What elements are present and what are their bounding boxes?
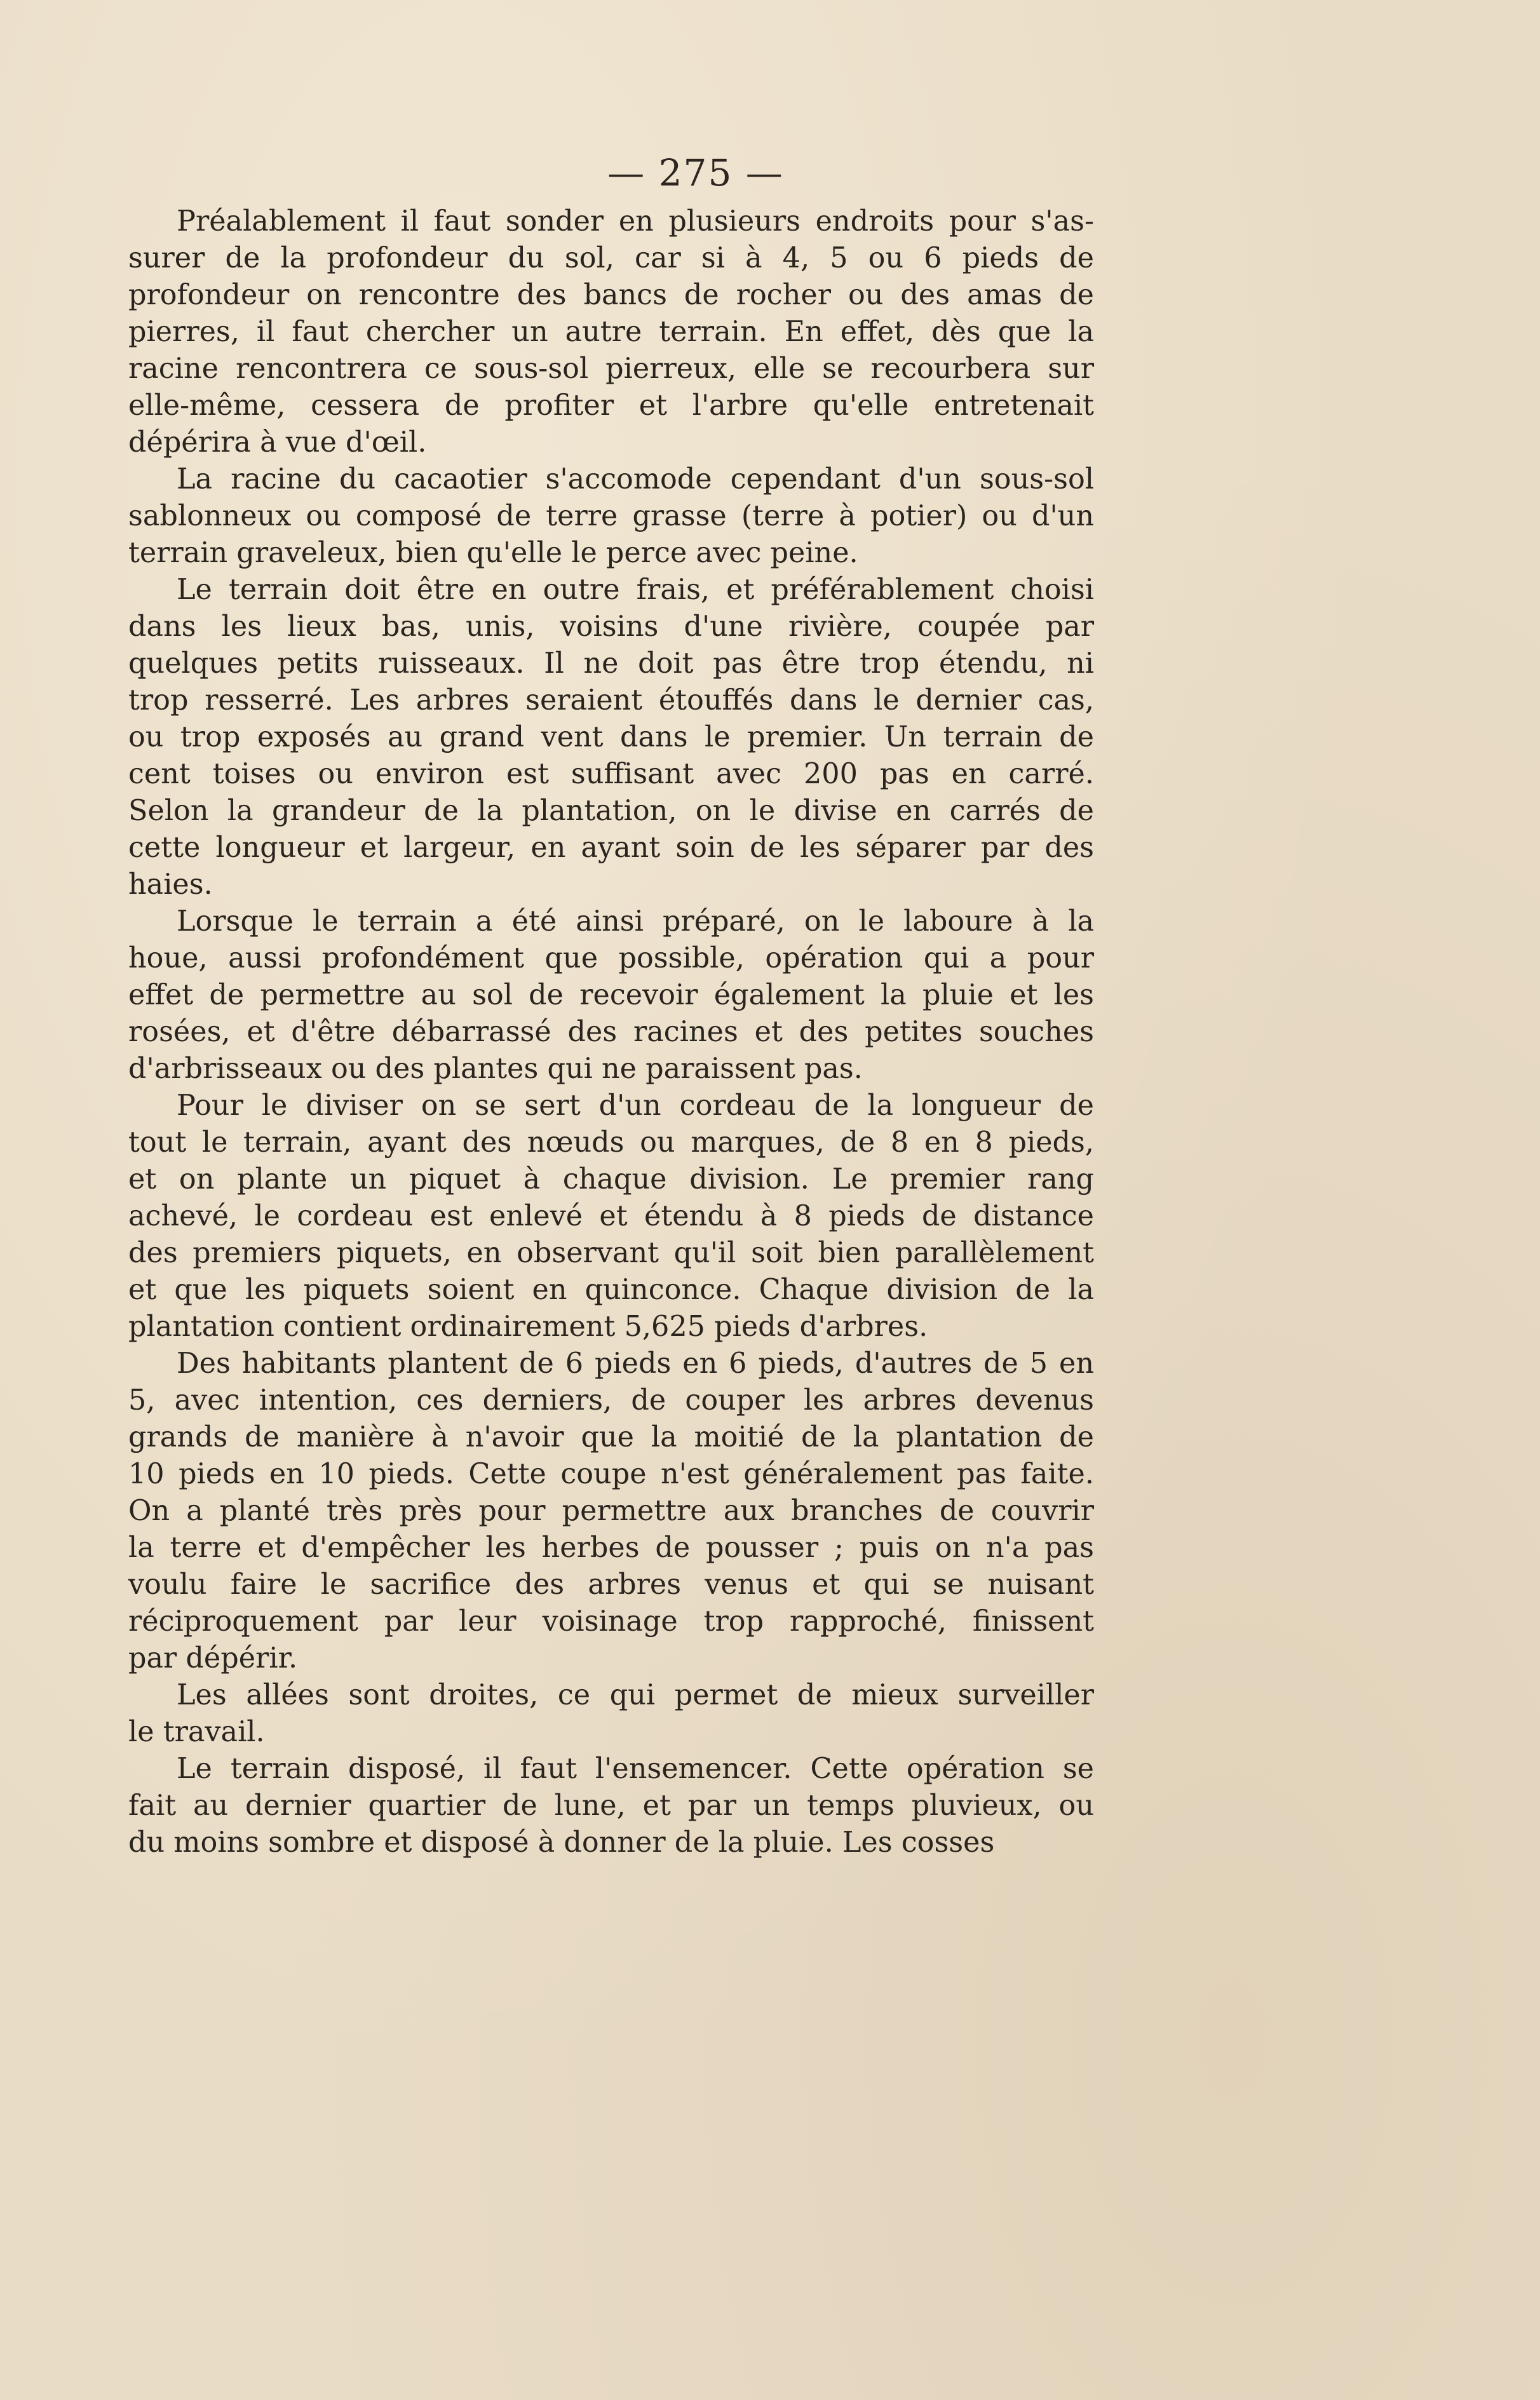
paragraph <box>128 572 1094 903</box>
text-line: 5, avec intention, ces derniers, de couper les arbres devenus <box>128 1384 1094 1417</box>
text-line: fait au dernier quartier de lune, et par un temps pluvieux, ou <box>128 1790 1094 1822</box>
body-text <box>128 203 1094 1861</box>
text-line: par dépérir. <box>128 1642 298 1675</box>
text-line: Des habitants plantent de 6 pieds en 6 pieds, d'autres de 5 en <box>177 1347 1094 1380</box>
paragraph <box>128 1751 1094 1861</box>
text-line: sablonneux ou composé de terre grasse (terre à potier) ou d'un <box>128 500 1094 532</box>
text-line: ou trop exposés au grand vent dans le premier. Un terrain de <box>128 721 1094 753</box>
text-line: d'arbrisseaux ou des plantes qui ne paraissent pas. <box>128 1053 863 1085</box>
text-line: quelques petits ruisseaux. Il ne doit pas être trop étendu, ni <box>128 647 1094 680</box>
text-line: tout le terrain, ayant des nœuds ou marques, de 8 en 8 pieds, <box>128 1126 1094 1159</box>
text-line: et on plante un piquet à chaque division. Le premier rang <box>128 1163 1094 1196</box>
text-line: Le terrain doit être en outre frais, et préférablement choisi <box>177 574 1094 606</box>
text-line: dépérira à vue d'œil. <box>128 426 427 459</box>
text-line: surer de la profondeur du sol, car si à 4, 5 ou 6 pieds de <box>128 242 1094 274</box>
text-line: rosées, et d'être débarrassé des racines et des petites souches <box>128 1016 1094 1048</box>
text-line: Pour le diviser on se sert d'un cordeau de la longueur de <box>177 1089 1094 1122</box>
paragraph <box>128 903 1094 1088</box>
text-line: trop resserré. Les arbres seraient étouffés dans le dernier cas, <box>128 684 1094 717</box>
text-line: voulu faire le sacrifice des arbres venus et qui se nuisant <box>128 1568 1094 1601</box>
text-line: profondeur on rencontre des bancs de rocher ou des amas de <box>128 279 1094 311</box>
paragraph <box>128 461 1094 572</box>
page-number: — 275 — <box>607 151 784 194</box>
text-line: On a planté très près pour permettre aux branches de couvrir <box>128 1495 1094 1527</box>
text-line: haies. <box>128 868 213 901</box>
text-line: racine rencontrera ce sous-sol pierreux, elle se recourbera sur <box>128 353 1094 385</box>
text-line: cent toises ou environ est suffisant avec 200 pas en carré. <box>128 758 1094 790</box>
text-line: 10 pieds en 10 pieds. Cette coupe n'est généralement pas faite. <box>128 1458 1094 1490</box>
text-line: terrain graveleux, bien qu'elle le perce avec peine. <box>128 537 858 569</box>
paragraph <box>128 1345 1094 1677</box>
text-line: plantation contient ordinairement 5,625 pieds d'arbres. <box>128 1311 928 1343</box>
text-line: Les allées sont droites, ce qui permet de mieux surveiller <box>177 1679 1094 1711</box>
text-line: cette longueur et largeur, en ayant soin de les séparer par des <box>128 832 1094 864</box>
paragraph <box>128 1677 1094 1751</box>
paragraph <box>128 203 1094 461</box>
text-line: dans les lieux bas, unis, voisins d'une rivière, coupée par <box>128 610 1094 643</box>
text-line: la terre et d'empêcher les herbes de pousser ; puis on n'a pas <box>128 1532 1094 1564</box>
text-line: Selon la grandeur de la plantation, on le divise en carrés de <box>128 795 1094 827</box>
text-line: du moins sombre et disposé à donner de la pluie. Les cosses <box>128 1826 995 1859</box>
text-line: des premiers piquets, en observant qu'il soit bien parallèlement <box>128 1237 1094 1269</box>
paragraph <box>128 1088 1094 1345</box>
text-line: Le terrain disposé, il faut l'ensemencer. Cette opération se <box>177 1753 1094 1785</box>
text-line: Préalablement il faut sonder en plusieurs endroits pour s'as- <box>177 205 1094 238</box>
text-line: pierres, il faut chercher un autre terrain. En effet, dès que la <box>128 316 1094 348</box>
text-line: effet de permettre au sol de recevoir également la pluie et les <box>128 979 1094 1011</box>
text-line: réciproquement par leur voisinage trop rapproché, finissent <box>128 1605 1094 1638</box>
text-line: grands de manière à n'avoir que la moitié de la plantation de <box>128 1421 1094 1453</box>
text-line: le travail. <box>128 1716 265 1748</box>
text-line: achevé, le cordeau est enlevé et étendu à 8 pieds de distance <box>128 1200 1094 1232</box>
text-line: Lorsque le terrain a été ainsi préparé, on le laboure à la <box>177 905 1094 938</box>
text-line: houe, aussi profondément que possible, opération qui a pour <box>128 942 1094 974</box>
text-line: La racine du cacaotier s'accomode cependant d'un sous-sol <box>177 463 1094 496</box>
text-line: elle-même, cessera de profiter et l'arbre qu'elle entretenait <box>128 389 1094 422</box>
text-line: et que les piquets soient en quinconce. Chaque division de la <box>128 1274 1094 1306</box>
